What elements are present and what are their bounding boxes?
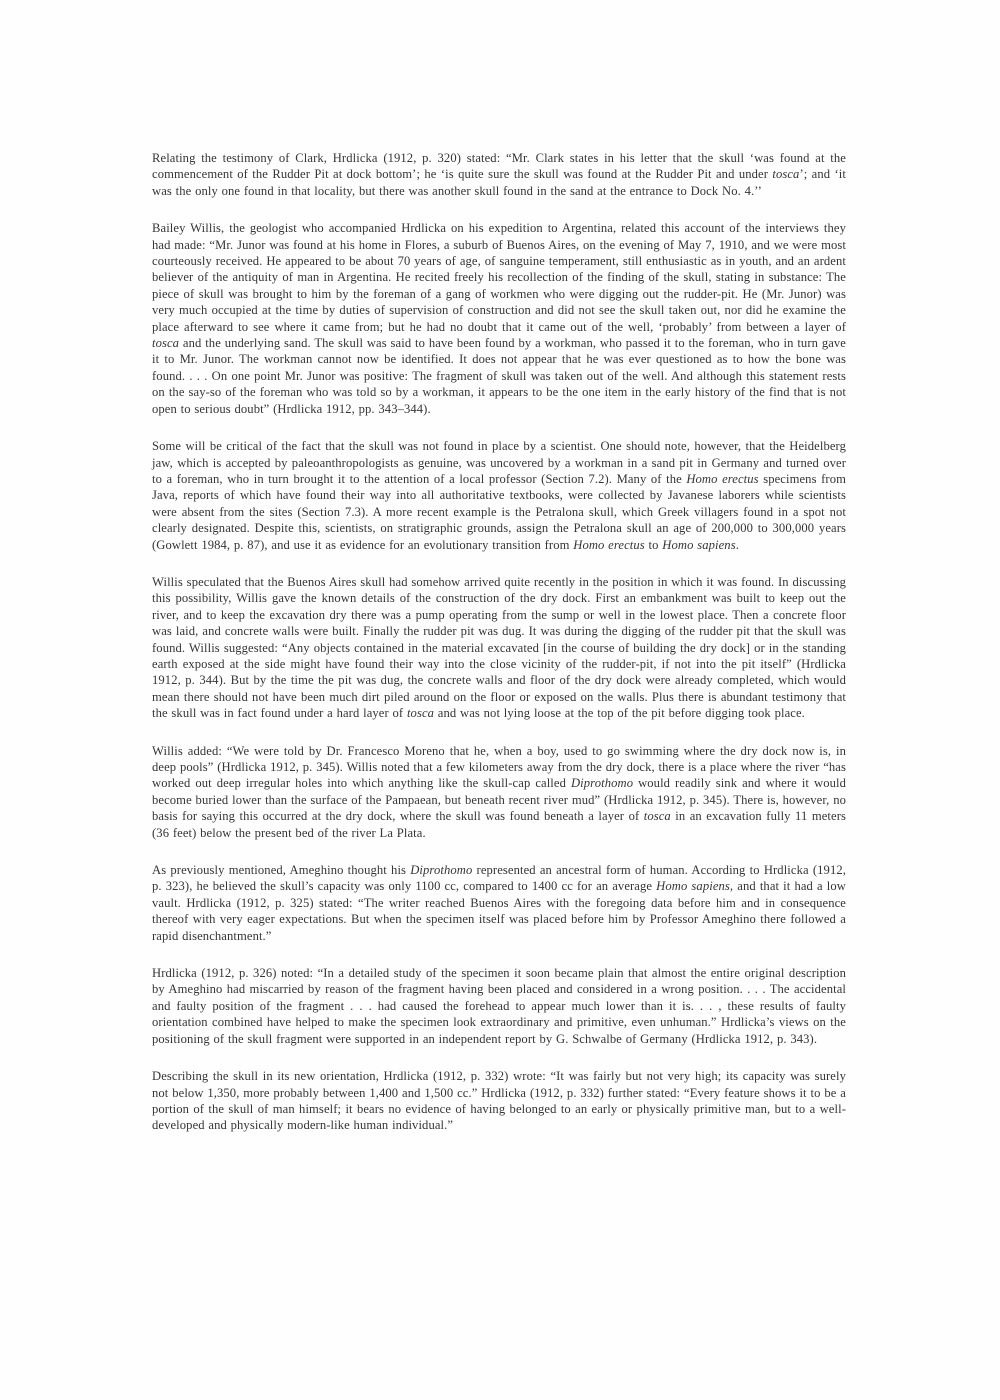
- text-run: would readily sink and where it would become buried lower than the surface of the Pampaean, but beneath recent river mud” (Hrdlicka 1912, p. 345). There is, however, no basis for saying this occurred at the dry dock, where the skull was found beneath a layer of: [152, 776, 846, 824]
- italic-text-run: tosca: [152, 336, 180, 351]
- text-run: Relating the testimony of Clark, Hrdlicka (1912, p. 320) stated: “Mr. Clark states in his letter that the skull ‘was found at the commencement of the Rudder Pit at dock bottom’; he ‘is quite sure the skull was found at the Rudder Pit and under: [152, 151, 846, 182]
- text-run: Willis added: “We were told by Dr. Francesco Moreno that he, when a boy, used to go swimming where the dry dock now is, in deep pools” (Hrdlicka 1912, p. 345). Willis noted that a few kilometers away from the dry dock, there is a place where the river “has worked out deep irregular holes into which anything like the skull-cap called: [152, 743, 846, 791]
- text-run: in an excavation fully 11 meters (36 feet) below the present bed of the river La Plata.: [152, 809, 846, 840]
- italic-text-run: Diprothomo: [570, 776, 634, 791]
- paragraph-willis-added: [152, 743, 846, 841]
- text-run: and was not lying loose at the top of the pit before digging took place.: [434, 706, 805, 721]
- text-run: and that it had a low vault. Hrdlicka (1912, p. 325) stated: “The writer reached Buenos Aires with the foregoing data before him and in consequence thereof with very eager expectations. But when the specimen itself was placed before him by Professor Ameghino there followed a rapid disenchantment.”: [152, 879, 846, 943]
- text-run: Describing the skull in its new orientation, Hrdlicka (1912, p. 332) wrote: “It was fairly but not very high; its capacity was surely not below 1,350, more probably between 1,400 and 1,500 cc.” Hrdlicka (1912, p. 332) further stated: “Every feature shows it to be a portion of the skull of man himself; it bears no evidence of having belonged to an early or physically primitive man, but to a well-developed and physically modern-like human individual.”: [152, 1069, 846, 1133]
- text-run: Willis speculated that the Buenos Aires skull had somehow arrived quite recently in the position in which it was found. In discussing this possibility, Willis gave the known details of the construction of the dry dock. First an embankment was built to keep out the river, and to keep the excavation dry there was a pump operating from the sump or well in the lowest place. Then a concrete floor was laid, and concrete walls were built. Finally the rudder pit was dug. It was during the digging of the rudder pit that the skull was found. Willis suggested: “Any objects contained in the material excavated [in the course of building the dry dock] or in the standing earth exposed at the side might have found their way into the close vicinity of the rudder-pit, if not into the pit itself” (Hrdlicka 1912, p. 344). But by the time the pit was dug, the concrete walls and floor of the dry dock were already completed, which would mean there should not have been much dirt piled around on the floor or exposed on the walls. Plus there is abundant testimony that the skull was in fact found under a hard layer of: [152, 574, 846, 721]
- italic-text-run: Diprothomo: [410, 863, 473, 878]
- paragraph-clark-testimony: [152, 150, 846, 199]
- text-run: Bailey Willis, the geologist who accompanied Hrdlicka on his expedition to Argentina, related this account of the interviews they had made: “Mr. Junor was found at his home in Flores, a suburb of Buenos Aires, on the evening of May 7, 1910, and we were most courteously received. He appeared to be about 70 years of age, of sanguine temperament, still enthusiastic as in youth, and an ardent believer of the antiquity of man in Argentina. He recited freely his recollection of the finding of the skull, stating in substance: The piece of skull was brought to him by the foreman of a gang of workmen who were digging out the rudder-pit. He (Mr. Junor) was very much occupied at the time by duties of supervision of construction and did not see the skull taken out, nor did he examine the place afterward to see where it came from; but he had no doubt that it came out of the well, ‘probably’ from between a layer of: [152, 221, 846, 334]
- text-run: represented an ancestral form of human. According to Hrdlicka (1912, p. 323), he believed the skull’s capacity was only 1100 cc, compared to 1400 cc for an average: [152, 863, 846, 894]
- text-run: Hrdlicka (1912, p. 326) noted: “In a detailed study of the specimen it soon became plain that almost the entire original description by Ameghino had miscarried by reason of the fragment having been placed and considered in a wrong position. . . . The accidental and faulty position of the fragment . . . had caused the forehead to appear much lower than it is. . . , these results of faulty orientation combined have helped to make the specimen look extraordinary and primitive, even unhuman.” Hrdlicka’s views on the positioning of the skull fragment were supported in an independent report by G. Schwalbe of Germany (Hrdlicka 1912, p. 343).: [152, 966, 846, 1046]
- italic-text-run: Homo sapiens: [662, 537, 736, 552]
- text-run: .: [735, 537, 739, 552]
- paragraph-ameghino-diprothomo: [152, 862, 846, 944]
- text-run: and the underlying sand. The skull was said to have been found by a workman, who passed it to the foreman, who in turn gave it to Mr. Junor. The workman cannot now be identified. It does not appear that he was ever questioned as to how the bone was found. . . . On one point Mr. Junor was positive: The fragment of skull was taken out of the well. And although this statement rests on the say-so of the foreman who was told so by a workman, it appears to be the one item in the early history of the find that is not open to serious doubt” (Hrdlicka 1912, pp. 343–344).: [152, 336, 846, 416]
- italic-text-run: Homo erectus: [686, 471, 759, 486]
- text-block: [152, 150, 846, 1155]
- paragraph-new-orientation: [152, 1068, 846, 1134]
- text-run: specimens from Java, reports of which have found their way into all authoritative textbooks, were collected by Javanese laborers while scientists were absent from the sites (Section 7.3). A more recent example is the Petralona skull, which Greek villagers found in a spot not clearly designated. Despite this, scientists, on stratigraphic grounds, assign the Petralona skull an age of 200,000 to 300,000 years (Gowlett 1984, p. 87), and use it as evidence for an evolutionary transition from: [152, 471, 846, 552]
- text-run: ’; and ‘it was the only one found in that locality, but there was another skull found in the sand at the entrance to Dock No. 4.’’: [152, 167, 846, 198]
- paragraph-not-found-by-scientist: [152, 438, 846, 553]
- paragraph-hrdlicka-detailed-study: [152, 965, 846, 1047]
- italic-text-run: tosca: [406, 706, 435, 721]
- italic-text-run: Homo sapiens,: [656, 879, 734, 894]
- text-run: As previously mentioned, Ameghino thought his: [152, 863, 411, 878]
- italic-text-run: tosca: [643, 809, 671, 824]
- text-run: Some will be critical of the fact that the skull was not found in place by a scientist. One should note, however, that the Heidelberg jaw, which is accepted by paleoanthropologists as genuine, was uncovered by a workman in a sand pit in Germany and turned over to a foreman, who in turn brought it to the attention of a local professor (Section 7.2). Many of the: [152, 439, 846, 486]
- italic-text-run: tosca: [772, 167, 800, 182]
- italic-text-run: Homo erectus: [573, 537, 645, 552]
- paragraph-bailey-willis-account: [152, 220, 846, 417]
- text-run: to: [644, 537, 663, 552]
- paragraph-willis-speculation: [152, 574, 846, 722]
